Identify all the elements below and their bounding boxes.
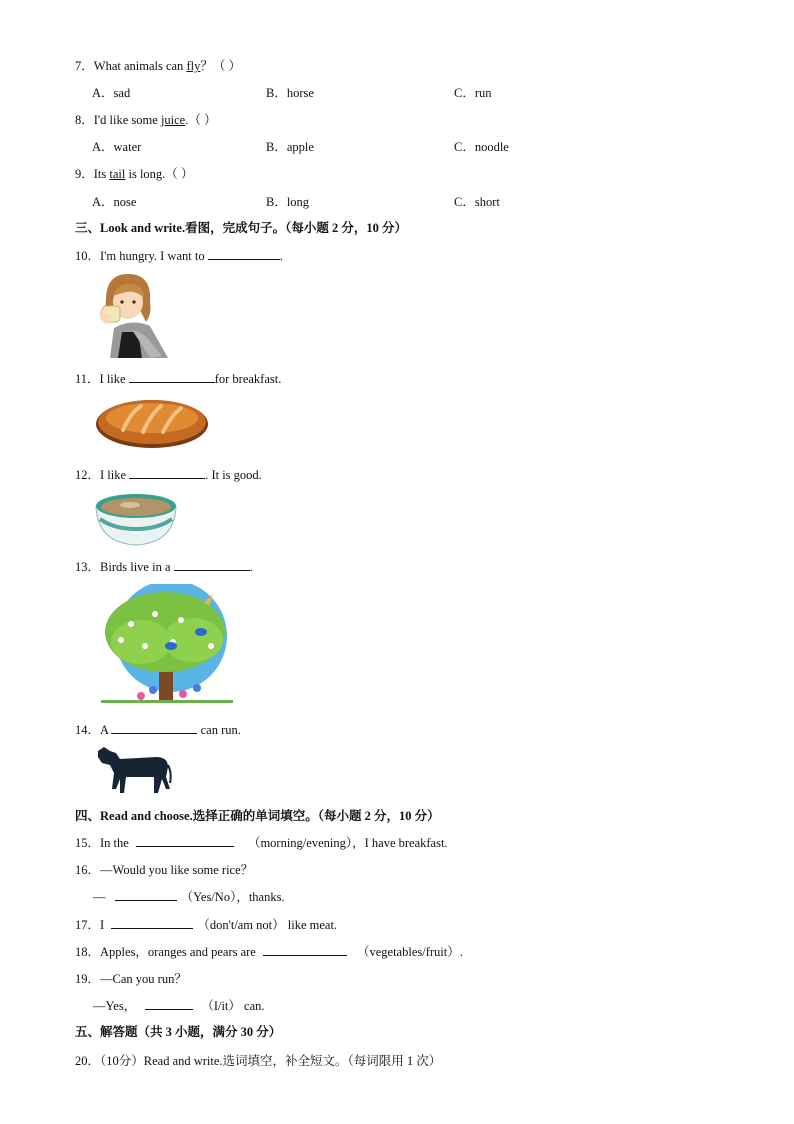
question-text-end: （vegetables/fruit）. (356, 945, 463, 959)
answer-blank[interactable] (145, 998, 193, 1010)
option-b[interactable]: B．apple (266, 140, 314, 154)
question-15 (75, 833, 448, 851)
question-text-end: can run. (197, 723, 241, 737)
question-text: —Would you like some rice？ (100, 863, 254, 877)
question-text-end: for breakfast. (214, 372, 282, 386)
option-a[interactable]: A．water (92, 140, 142, 154)
answer-blank[interactable] (174, 559, 250, 571)
question-text-end: .（ ） (185, 113, 217, 127)
question-number: 20． (75, 1054, 101, 1068)
question-number: 15． (75, 836, 101, 850)
underlined-word: juice (160, 113, 186, 127)
question-20 (75, 1051, 441, 1069)
option-b[interactable]: B．long (266, 195, 310, 209)
underlined-word: tail (109, 167, 126, 181)
question-number: 13． (75, 560, 101, 574)
question-text: I'm hungry. I want to (100, 249, 208, 263)
answer-blank[interactable] (129, 467, 205, 479)
answer-blank[interactable] (111, 722, 197, 734)
question-10 (75, 246, 283, 264)
question-text-end: . It is good. (205, 468, 262, 482)
question-19 (75, 969, 187, 987)
answer-blank[interactable] (129, 371, 215, 383)
question-8 (75, 110, 217, 128)
option-c[interactable]: C．short (454, 195, 500, 209)
question-text: I like (99, 372, 129, 386)
question-number: 7． (75, 59, 94, 73)
question-number: 19． (75, 972, 101, 986)
question-text: （10分）Read and write.选词填空，补全短文。（每词限用 1 次） (100, 1054, 442, 1068)
option-c[interactable]: C．run (454, 86, 492, 100)
section-3-title: 三、Look and write.看图，完成句子。（每小题 2 分，10 分） (75, 221, 407, 235)
question-number: 10． (75, 249, 101, 263)
answer-blank[interactable] (136, 835, 234, 847)
answer-blank[interactable] (208, 248, 280, 260)
question-number: 11． (75, 372, 100, 386)
question-12 (75, 465, 262, 483)
option-a[interactable]: A．sad (92, 86, 131, 100)
question-text: I (100, 918, 108, 932)
option-a[interactable]: A．nose (92, 195, 137, 209)
question-number: 12． (75, 468, 101, 482)
question-17 (75, 915, 337, 933)
question-text-end: （I/it） can. (201, 999, 265, 1013)
question-text: —Yes， (93, 999, 140, 1013)
option-c[interactable]: C．noodle (454, 140, 509, 154)
question-text-end: is long.（ ） (125, 167, 194, 181)
question-text: Its (93, 167, 110, 181)
dash: — (93, 890, 109, 904)
question-text-end: . (279, 249, 283, 263)
underlined-word: fly (186, 59, 201, 73)
answer-blank[interactable] (115, 889, 177, 901)
question-11 (75, 369, 281, 387)
question-number: 14． (75, 723, 101, 737)
answer-blank[interactable] (111, 917, 193, 929)
question-text-end: . (249, 560, 253, 574)
question-text: A (100, 723, 112, 737)
question-number: 17． (75, 918, 101, 932)
question-text: I like (100, 468, 130, 482)
answer-blank[interactable] (263, 944, 347, 956)
question-text-end: （don't/am not） like meat. (197, 918, 338, 932)
question-text: I'd like some (93, 113, 161, 127)
question-text: In the (100, 836, 132, 850)
option-b[interactable]: B．horse (266, 86, 314, 100)
tree-icon (101, 584, 233, 708)
soup-bowl-icon (94, 489, 178, 547)
question-9 (75, 164, 193, 182)
question-text-end: ？（ ） (200, 59, 241, 73)
question-number: 9． (75, 167, 94, 181)
question-number: 8． (75, 113, 94, 127)
question-16 (75, 860, 253, 878)
question-number: 18． (75, 945, 101, 959)
question-13 (75, 557, 253, 575)
question-7 (75, 56, 241, 74)
question-text: Apples，oranges and pears are (100, 945, 259, 959)
question-text: Birds live in a (100, 560, 174, 574)
question-16-reply (93, 887, 285, 905)
section-4-title: 四、Read and choose.选择正确的单词填空。（每小题 2 分，10 分） (75, 809, 440, 823)
section-5-title: 五、解答题（共 3 小题，满分 30 分） (75, 1025, 282, 1039)
question-number: 16． (75, 863, 101, 877)
bread-icon (93, 394, 211, 452)
question-text-end: （morning/evening），I have breakfast. (247, 836, 448, 850)
question-text: —Can you run？ (100, 972, 187, 986)
question-19-reply (93, 996, 265, 1014)
question-18 (75, 942, 463, 960)
girl-eating-icon (92, 270, 170, 358)
cow-icon (96, 743, 172, 795)
question-text: What animals can (93, 59, 187, 73)
question-text-end: （Yes/No），thanks. (180, 890, 285, 904)
question-14 (75, 720, 241, 738)
